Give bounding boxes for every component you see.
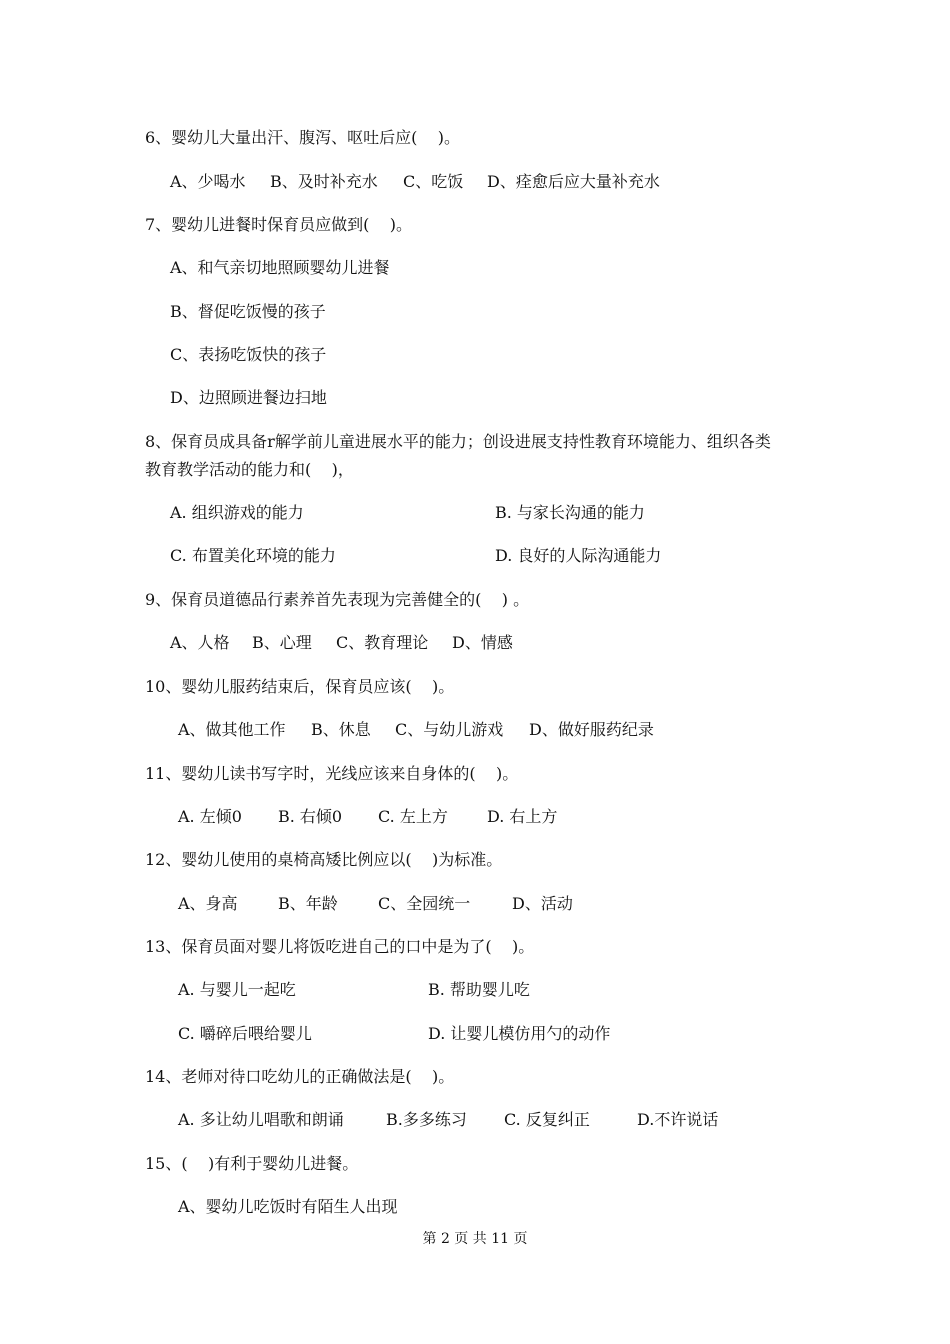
question-13-option-b: B. 帮助婴儿吃	[428, 980, 530, 999]
question-6-stem: 6、婴幼儿大量出汗、腹泻、呕吐后应( )。	[145, 128, 461, 147]
question-6-option-d: D、痊愈后应大量补充水	[487, 172, 660, 191]
question-10-option-a: A、做其他工作	[178, 720, 286, 739]
question-8-option-a: A. 组织游戏的能力	[170, 503, 304, 522]
question-14-option-c: C. 反复纠正	[504, 1110, 590, 1129]
question-12-option-c: C、全园统一	[378, 894, 471, 913]
question-13-option-c: C. 嚼碎后喂给婴儿	[178, 1024, 312, 1043]
question-10-option-c: C、与幼儿游戏	[395, 720, 504, 739]
question-11-option-d: D. 右上方	[487, 807, 558, 826]
question-15-option-a: A、婴幼儿吃饭时有陌生人出现	[178, 1197, 398, 1216]
question-9-option-c: C、教育理论	[336, 633, 429, 652]
question-13-option-a: A. 与婴儿一起吃	[178, 980, 296, 999]
question-7-option-b: B、督促吃饭慢的孩子	[170, 302, 326, 321]
question-12-stem: 12、婴幼儿使用的桌椅高矮比例应以( )为标准。	[145, 850, 503, 869]
question-9-option-d: D、情感	[452, 633, 513, 652]
question-7-stem: 7、婴幼儿进餐时保育员应做到( )。	[145, 215, 413, 234]
question-11-option-c: C. 左上方	[378, 807, 448, 826]
question-15-stem: 15、( )有利于婴幼儿进餐。	[145, 1154, 359, 1173]
question-11-stem: 11、婴幼儿读书写字时，光线应该来自身体的( )。	[145, 764, 519, 783]
question-8-option-c: C. 布置美化环境的能力	[170, 546, 336, 565]
question-10-stem: 10、婴幼儿服药结束后，保育员应该( )。	[145, 677, 455, 696]
question-12-option-a: A、身高	[178, 894, 238, 913]
question-6-option-c: C、吃饭	[403, 172, 464, 191]
question-10-option-d: D、做好服药纪录	[529, 720, 654, 739]
question-8-stem-line1: 8、保育员成具备r解学前儿童进展水平的能力；创设进展支持性教育环境能力、组织各类	[145, 432, 771, 451]
question-7-option-d: D、边照顾进餐边扫地	[170, 388, 327, 407]
question-14-stem: 14、老师对待口吃幼儿的正确做法是( )。	[145, 1067, 455, 1086]
question-10-option-b: B、休息	[311, 720, 371, 739]
question-7-option-c: C、表扬吃饭快的孩子	[170, 345, 327, 364]
question-8-option-d: D. 良好的人际沟通能力	[495, 546, 662, 565]
question-12-option-d: D、活动	[512, 894, 573, 913]
page-footer: 第 2 页 共 11 页	[422, 1231, 528, 1247]
question-11-option-a: A. 左倾0	[178, 807, 242, 826]
question-13-stem: 13、保育员面对婴儿将饭吃进自己的口中是为了( )。	[145, 937, 535, 956]
question-13-option-d: D. 让婴儿模仿用勺的动作	[428, 1024, 611, 1043]
question-9-option-a: A、人格	[170, 633, 230, 652]
question-6-option-b: B、及时补充水	[270, 172, 378, 191]
question-9-option-b: B、心理	[252, 633, 312, 652]
question-8-option-b: B. 与家长沟通的能力	[495, 503, 645, 522]
question-8-stem-line2: 教育教学活动的能力和( )，	[145, 460, 354, 479]
question-11-option-b: B. 右倾0	[278, 807, 343, 826]
question-12-option-b: B、年龄	[278, 894, 338, 913]
question-14-option-b: B.多多练习	[386, 1110, 467, 1129]
question-9-stem: 9、保育员道德品行素养首先表现为完善健全的( ) 。	[145, 590, 530, 609]
question-14-option-d: D.不许说话	[637, 1110, 719, 1129]
question-6-option-a: A、少喝水	[170, 172, 246, 191]
question-14-option-a: A. 多让幼儿唱歌和朗诵	[178, 1110, 344, 1129]
question-7-option-a: A、和气亲切地照顾婴幼儿进餐	[170, 258, 390, 277]
